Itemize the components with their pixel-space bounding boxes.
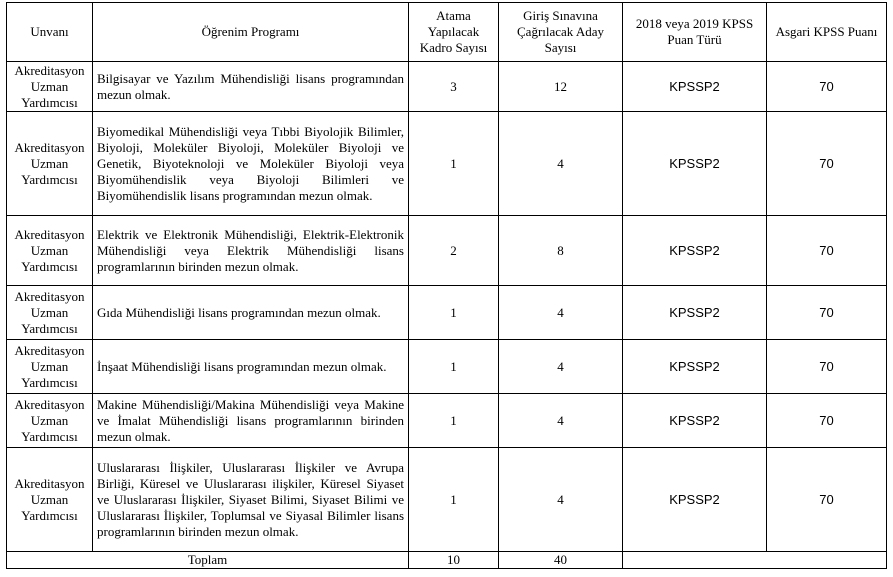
cell-aday: 4 [499,340,623,394]
table-row [7,62,887,112]
cell-program: Uluslararası İlişkiler, Uluslararası İlişkiler ve Avrupa Birliği, Küresel ve Uluslararası ilişkiler, Küresel Siyaset ve Uluslararası İlişkiler, Siyaset Bilimi, Siyaset Bilimi ve Uluslararası İlişkiler, Toplumsal ve Siyasal Bilimler lisans programlarının birinden mezun olmak. [93,448,409,552]
table-row [7,216,887,286]
header-aday: Giriş Sınavına Çağrılacak Aday Sayısı [499,3,623,62]
cell-program: Gıda Mühendisliği lisans programından mezun olmak. [93,286,409,340]
cell-program: Elektrik ve Elektronik Mühendisliği, Elektrik-Elektronik Mühendisliği veya Elektrik Mühendisliği lisans programlarının birinden mezun olmak. [93,216,409,286]
cell-asgari: 70 [767,448,887,552]
cell-aday: 4 [499,112,623,216]
cell-aday: 8 [499,216,623,286]
header-unvani: Unvanı [7,3,93,62]
cell-kadro: 1 [409,340,499,394]
cell-aday: 4 [499,286,623,340]
cell-unvan: Akreditasyon Uzman Yardımcısı [7,112,93,216]
cell-puan-turu: KPSSP2 [623,340,767,394]
document-page [6,2,886,574]
cell-puan-turu: KPSSP2 [623,448,767,552]
table-row [7,112,887,216]
cell-puan-turu: KPSSP2 [623,112,767,216]
total-label: Toplam [7,552,409,569]
cell-kadro: 1 [409,286,499,340]
total-row [7,552,887,569]
position-table [6,2,887,569]
cell-aday: 4 [499,394,623,448]
cell-kadro: 3 [409,62,499,112]
cell-asgari: 70 [767,112,887,216]
cell-asgari: 70 [767,340,887,394]
total-kadro: 10 [409,552,499,569]
cell-program: İnşaat Mühendisliği lisans programından mezun olmak. [93,340,409,394]
cell-asgari: 70 [767,62,887,112]
cell-unvan: Akreditasyon Uzman Yardımcısı [7,340,93,394]
table-row [7,286,887,340]
cell-kadro: 1 [409,448,499,552]
header-asgari: Asgari KPSS Puanı [767,3,887,62]
table-row [7,340,887,394]
header-puan-turu: 2018 veya 2019 KPSS Puan Türü [623,3,767,62]
cell-unvan: Akreditasyon Uzman Yardımcısı [7,286,93,340]
cell-unvan: Akreditasyon Uzman Yardımcısı [7,62,93,112]
cell-puan-turu: KPSSP2 [623,62,767,112]
cell-kadro: 1 [409,394,499,448]
total-blank [623,552,887,569]
cell-program: Biyomedikal Mühendisliği veya Tıbbi Biyolojik Bilimler, Biyoloji, Moleküler Biyoloji, Moleküler Biyoloji ve Genetik, Biyoteknoloji ve Moleküler Biyoloji veya Biyomühendislik veya Biyoloji Bilimleri ve Biyomühendislik lisans programından mezun olmak. [93,112,409,216]
cell-asgari: 70 [767,286,887,340]
cell-asgari: 70 [767,394,887,448]
header-kadro: Atama Yapılacak Kadro Sayısı [409,3,499,62]
cell-program: Makine Mühendisliği/Makina Mühendisliği veya Makine ve İmalat Mühendisliği lisans programlarının birinden mezun olmak. [93,394,409,448]
cell-aday: 4 [499,448,623,552]
table-row [7,394,887,448]
cell-unvan: Akreditasyon Uzman Yardımcısı [7,216,93,286]
cell-puan-turu: KPSSP2 [623,216,767,286]
cell-kadro: 1 [409,112,499,216]
cell-unvan: Akreditasyon Uzman Yardımcısı [7,448,93,552]
table-header-row [7,3,887,62]
cell-asgari: 70 [767,216,887,286]
total-aday: 40 [499,552,623,569]
header-program: Öğrenim Programı [93,3,409,62]
cell-kadro: 2 [409,216,499,286]
cell-puan-turu: KPSSP2 [623,286,767,340]
cell-puan-turu: KPSSP2 [623,394,767,448]
cell-aday: 12 [499,62,623,112]
cell-program: Bilgisayar ve Yazılım Mühendisliği lisans programından mezun olmak. [93,62,409,112]
cell-unvan: Akreditasyon Uzman Yardımcısı [7,394,93,448]
table-row [7,448,887,552]
